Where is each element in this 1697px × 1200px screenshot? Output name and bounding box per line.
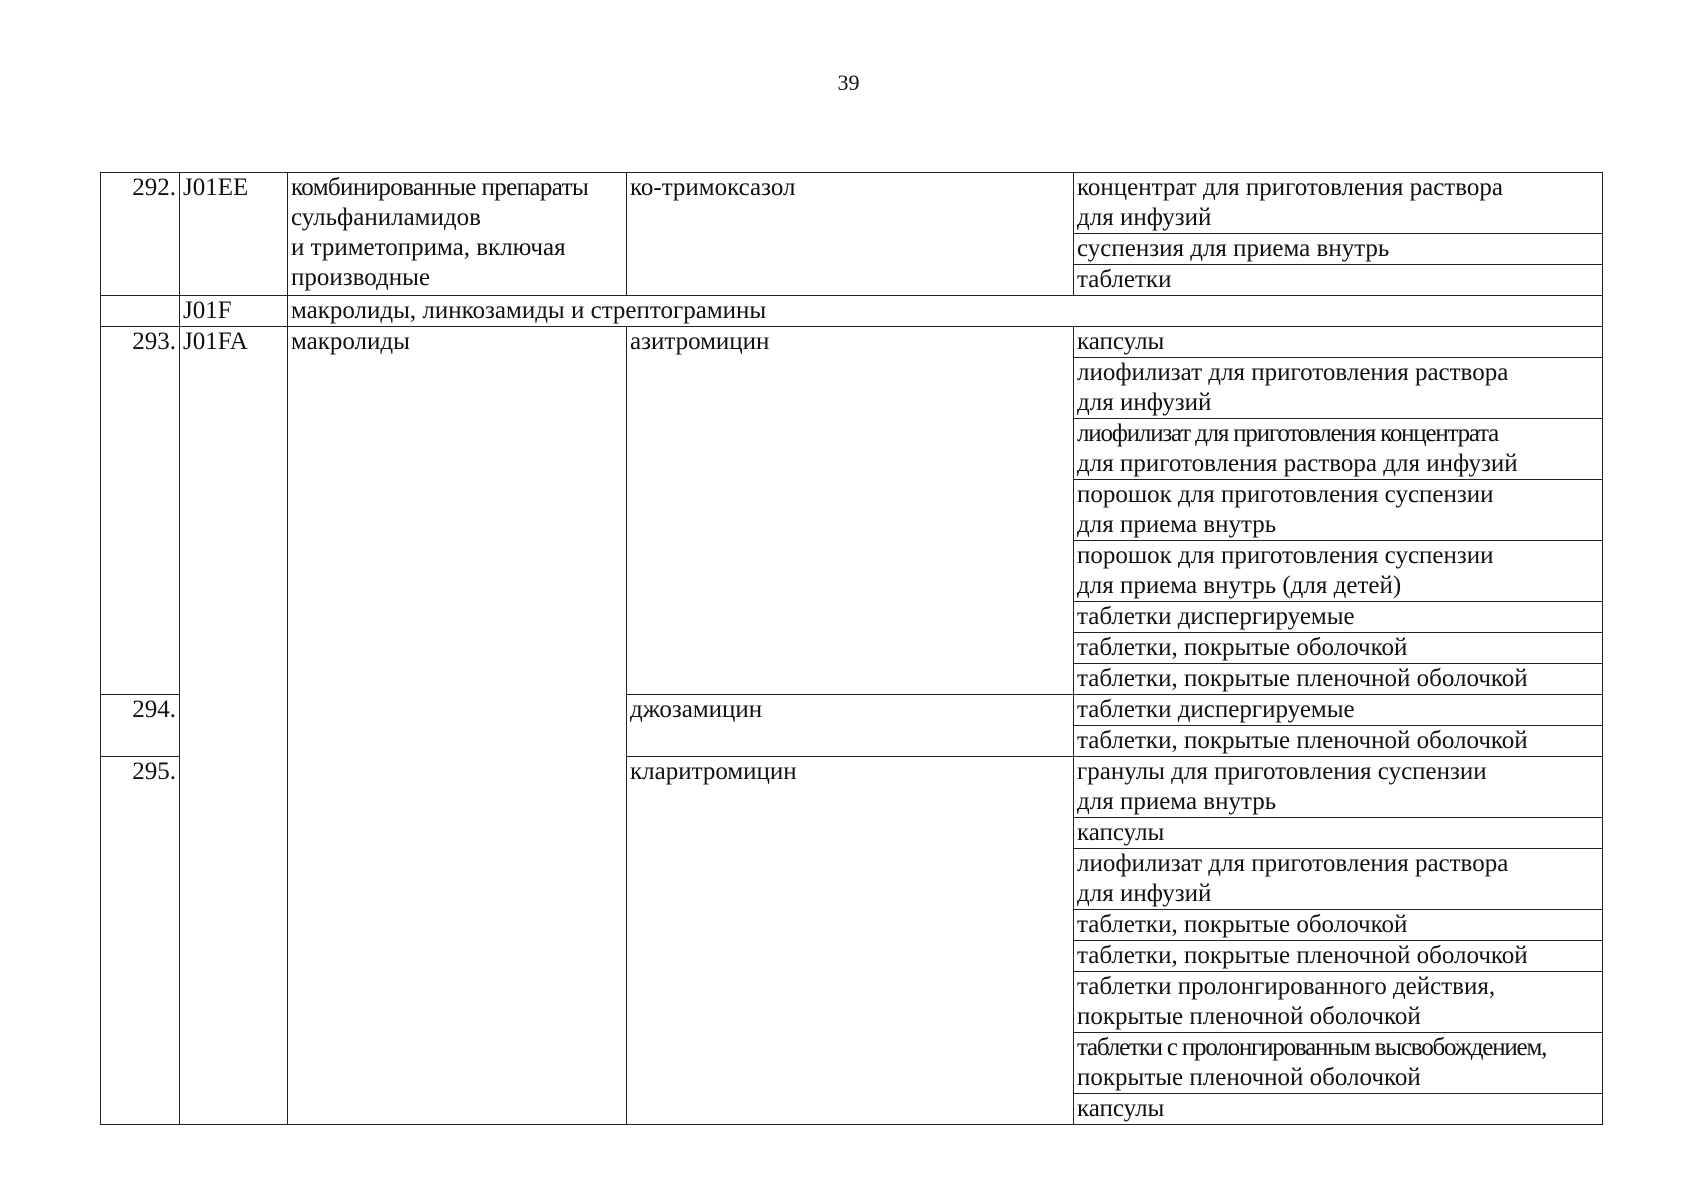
dosage-form: лиофилизат для приготовления концентрата для приготовления раствора для инфузий (1074, 419, 1603, 480)
dosage-form: таблетки с пролонгированным высвобождением, покрытые пленочной оболочкой (1074, 1033, 1603, 1094)
dosage-form: таблетки, покрытые пленочной оболочкой (1074, 664, 1603, 695)
group-line: комбинированные препараты (291, 174, 589, 201)
drug-name: ко-тримоксазол (627, 173, 1074, 296)
anatomic-therapeutic-group: макролиды (288, 327, 627, 1125)
dosage-form: таблетки, покрытые пленочной оболочкой (1074, 726, 1603, 757)
group-line: и триметоприма, включая (291, 234, 566, 261)
drug-name: джозамицин (627, 695, 1074, 757)
dosage-form: порошок для приготовления суспензии для приема внутрь (1074, 480, 1603, 541)
row-number: 293. (101, 327, 180, 695)
dosage-form: таблетки, покрытые оболочкой (1074, 633, 1603, 664)
dosage-form: порошок для приготовления суспензии для приема внутрь (для детей) (1074, 541, 1603, 602)
anatomic-therapeutic-group: макролиды, линкозамиды и стрептограмины (288, 296, 1603, 327)
drug-name: кларитромицин (627, 757, 1074, 1125)
drug-name: азитромицин (627, 327, 1074, 695)
table-row (101, 296, 1603, 327)
anatomic-therapeutic-group (288, 173, 627, 296)
dosage-form: концентрат для приготовления раствора для инфузий (1074, 173, 1603, 234)
dosage-form: таблетки диспергируемые (1074, 695, 1603, 726)
atc-code: J01F (180, 296, 288, 327)
dosage-form: капсулы (1074, 327, 1603, 358)
dosage-form: таблетки (1074, 265, 1603, 296)
row-number: 292. (101, 173, 180, 296)
atc-code: J01EE (180, 173, 288, 296)
dosage-form: таблетки диспергируемые (1074, 602, 1603, 633)
dosage-form: капсулы (1074, 1094, 1603, 1125)
dosage-form: таблетки, покрытые оболочкой (1074, 910, 1603, 941)
drug-registry-table (100, 172, 1603, 1125)
dosage-form: таблетки пролонгированного действия, покрытые пленочной оболочкой (1074, 972, 1603, 1033)
table-row (101, 327, 1603, 358)
row-number: 295. (101, 757, 180, 1125)
row-number: 294. (101, 695, 180, 757)
group-line: сульфаниламидов (291, 204, 481, 231)
dosage-form: таблетки, покрытые пленочной оболочкой (1074, 941, 1603, 972)
table-row (101, 173, 1603, 234)
dosage-form: гранулы для приготовления суспензии для приема внутрь (1074, 757, 1603, 818)
dosage-form: суспензия для приема внутрь (1074, 234, 1603, 265)
dosage-form: лиофилизат для приготовления раствора для инфузий (1074, 358, 1603, 419)
group-line: производные (291, 264, 431, 291)
atc-code: J01FA (180, 327, 288, 1125)
dosage-form: капсулы (1074, 818, 1603, 849)
page-number: 39 (837, 70, 860, 95)
row-number (101, 296, 180, 327)
dosage-form: лиофилизат для приготовления раствора для инфузий (1074, 849, 1603, 910)
